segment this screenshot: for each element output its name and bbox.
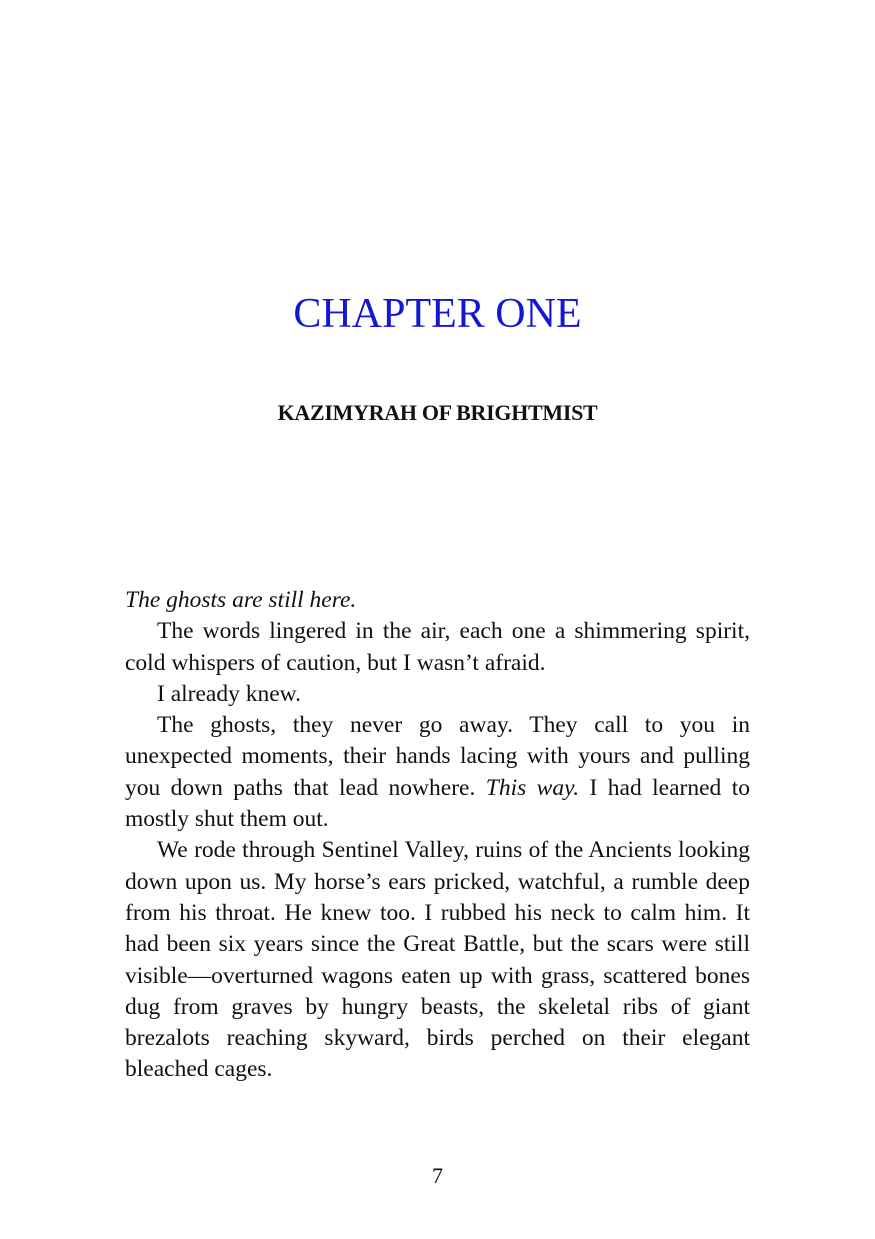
paragraph-text: I had learned to mostly shut them out.: [125, 774, 750, 833]
paragraph: The words lingered in the air, each one a shimmering spirit, cold whispers of caution, but I wasn’t afraid.: [125, 618, 750, 676]
paragraph-opening: The ghosts are still here.: [125, 587, 357, 613]
paragraph-text: The ghosts, they never go away. They call to you in unexpected moments, their hands lacing with yours and pulling you down paths that lead nowhere.: [125, 712, 750, 801]
chapter-title: CHAPTER ONE: [293, 291, 582, 337]
page-number: 7: [432, 1163, 443, 1188]
emphasis-text: This way.: [485, 774, 580, 801]
chapter-subtitle: KAZIMYRAH OF BRIGHTMIST: [277, 400, 598, 425]
paragraph: I already knew.: [157, 680, 301, 707]
body-text: [125, 585, 750, 1086]
paragraph: [125, 710, 750, 835]
paragraph: We rode through Sentinel Valley, ruins of the Ancients looking down upon us. My horse’s ears pricked, watchful, a rumble deep from his throat. He knew too. I rubbed his neck to calm him. It had been six years since the Great Battle, but the scars were still visible—overturned wagons eaten up with grass, scattered bones dug from graves by hungry beasts, the skeletal ribs of giant brezalots reaching skyward, birds perched on their elegant bleached cages.: [125, 837, 750, 1083]
